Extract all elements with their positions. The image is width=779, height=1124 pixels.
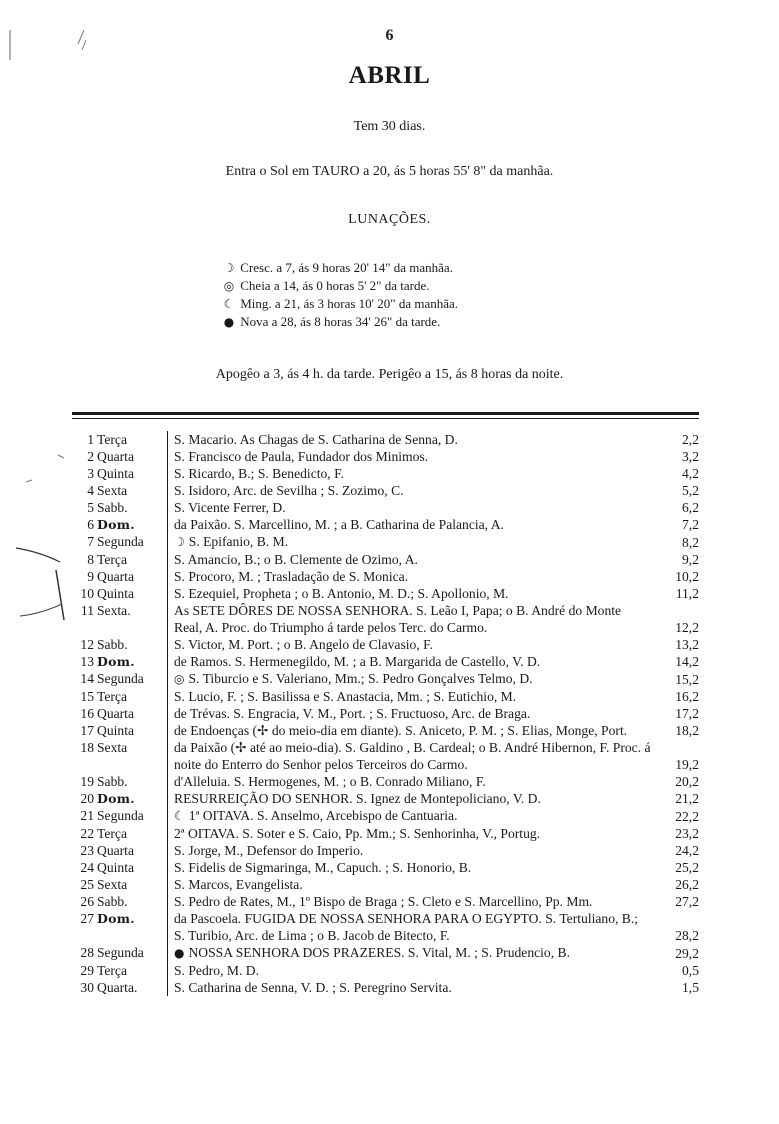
days-count-note: Tem 30 dias. [353, 119, 426, 134]
weekday: Dom. [97, 516, 168, 533]
lunation-first-quarter [221, 259, 458, 277]
moon-age-value: 5,2 [682, 483, 699, 498]
day-number: 4 [87, 483, 94, 498]
moon-age-value: 17,2 [675, 706, 699, 721]
description-text: da Paixão (✢ até ao meio-dia). S. Galdino , B. Cardeal; o B. André Hibernon, F. Proc. á noite do Enterro do Senhor pelos Terceiros do Carmo. [174, 740, 651, 772]
calendar-row [72, 842, 699, 859]
moon-age-value: 22,2 [675, 809, 699, 824]
saints-description [168, 551, 656, 568]
moon-age-value: 11,2 [675, 586, 699, 601]
day-number: 14 [80, 671, 94, 686]
day-number: 20 [80, 791, 94, 806]
day-number: 10 [80, 586, 94, 601]
moon-waning-icon: ☾ [223, 297, 235, 311]
weekday: Quinta [97, 465, 168, 482]
saints-description [168, 807, 656, 825]
day-number: 30 [80, 980, 94, 995]
saints-description [168, 499, 656, 516]
day-number: 16 [80, 706, 94, 721]
description-text: S. Marcos, Evangelista. [174, 877, 303, 892]
moon-age-value: 12,2 [675, 620, 699, 635]
description-text: da Paixão. S. Marcellino, M. ; a B. Catharina de Palancia, A. [174, 517, 504, 532]
weekday: Quinta [97, 722, 168, 739]
calendar-row [72, 859, 699, 876]
saints-description [168, 910, 656, 944]
lunation-text: Cheia a 14, ás 0 horas 5' 2" da tarde. [240, 278, 430, 293]
weekday: Terça [97, 551, 168, 568]
weekday: Terça [97, 962, 168, 979]
moon-age-value: 9,2 [682, 552, 699, 567]
saints-description [168, 842, 656, 859]
description-text: S. Victor, M. Port. ; o B. Angelo de Clavasio, F. [174, 637, 433, 652]
moon-age-value: 20,2 [675, 774, 699, 789]
description-text: RESURREIÇÃO DO SENHOR. S. Ignez de Montepoliciano, V. D. [174, 791, 541, 806]
day-number: 26 [80, 894, 94, 909]
weekday: Quinta [97, 585, 168, 602]
table-top-rule-thin [72, 418, 699, 419]
description-text: S. Lucio, F. ; S. Basilissa e S. Anastacia, Mm. ; S. Eutichio, M. [174, 689, 517, 704]
saints-description [168, 790, 656, 807]
saints-description [168, 482, 656, 499]
saints-description [168, 825, 656, 842]
saints-description [168, 636, 656, 653]
saints-description [168, 533, 656, 551]
day-number: 28 [80, 945, 94, 960]
description-text: S. Ezequiel, Propheta ; o B. Antonio, M. D.; S. Apollonio, M. [174, 586, 509, 601]
saints-description [168, 859, 656, 876]
calendar-row [72, 602, 699, 636]
moon-age-value: 23,2 [675, 826, 699, 841]
day-number: 29 [80, 963, 94, 978]
calendar-row [72, 465, 699, 482]
moon-age-value: 1,5 [682, 980, 699, 995]
weekday: Sexta. [97, 602, 168, 636]
saints-description [168, 568, 656, 585]
day-number: 3 [87, 466, 94, 481]
weekday: Sexta [97, 482, 168, 499]
calendar-row [72, 722, 699, 739]
description-text: 1ª OITAVA. S. Anselmo, Arcebispo de Cantuaria. [188, 808, 458, 823]
description-text: 2ª OITAVA. S. Soter e S. Caio, Pp. Mm.; S. Senhorinha, V., Portug. [174, 826, 541, 841]
calendar-row [72, 585, 699, 602]
moon-crescent-icon: ☽ [223, 261, 235, 275]
moon-age-value: 25,2 [675, 860, 699, 875]
weekday: Quarta. [97, 979, 168, 996]
day-number: 13 [80, 654, 94, 669]
calendar-row [72, 516, 699, 533]
day-number: 11 [80, 603, 94, 618]
description-text: de Trévas. S. Engracia, V. M., Port. ; S. Fructuoso, Arc. de Braga. [174, 706, 531, 721]
calendar-row [72, 773, 699, 790]
day-number: 25 [80, 877, 94, 892]
lunations-list [221, 259, 458, 331]
calendar-row [72, 893, 699, 910]
calendar-row [72, 910, 699, 944]
moon-age-value: 19,2 [675, 757, 699, 772]
saints-description [168, 962, 656, 979]
calendar-row [72, 670, 699, 688]
saints-description [168, 653, 656, 670]
page-number: 6 [385, 27, 394, 44]
moon-age-value: 10,2 [675, 569, 699, 584]
calendar-row [72, 499, 699, 516]
day-number: 19 [80, 774, 94, 789]
weekday: Terça [97, 825, 168, 842]
day-number: 1 [87, 432, 94, 447]
weekday: Quarta [97, 448, 168, 465]
table-top-rule-thick [72, 412, 699, 415]
calendar-row [72, 876, 699, 893]
weekday: Dom. [97, 790, 168, 807]
saints-description [168, 431, 656, 448]
description-text: S. Francisco de Paula, Fundador dos Minimos. [174, 449, 429, 464]
moon-age-value: 18,2 [675, 723, 699, 738]
saints-description [168, 876, 656, 893]
moon-age-value: 26,2 [675, 877, 699, 892]
description-text: de Ramos. S. Hermenegildo, M. ; a B. Margarida de Castello, V. D. [174, 654, 541, 669]
saints-description [168, 944, 656, 962]
day-number: 2 [87, 449, 94, 464]
day-number: 7 [87, 534, 94, 549]
lunations-heading: LUNAÇÕES. [348, 212, 431, 227]
moon-age-value: 21,2 [675, 791, 699, 806]
calendar-row [72, 790, 699, 807]
moon-waning-icon: ☾ [174, 809, 185, 823]
moon-age-value: 13,2 [675, 637, 699, 652]
saints-description [168, 448, 656, 465]
weekday: Terça [97, 431, 168, 448]
saints-description [168, 705, 656, 722]
description-text: S. Procoro, M. ; Trasladação de S. Monica. [174, 569, 409, 584]
weekday: Terça [97, 688, 168, 705]
weekday: Segunda [97, 807, 168, 825]
saints-description [168, 670, 656, 688]
saints-description [168, 893, 656, 910]
description-text: S. Pedro de Rates, M., 1º Bispo de Braga ; S. Cleto e S. Marcellino, Pp. Mm. [174, 894, 593, 909]
description-text: S. Isidoro, Arc. de Sevilha ; S. Zozimo, C. [174, 483, 404, 498]
saints-description [168, 773, 656, 790]
moon-age-value: 28,2 [675, 928, 699, 943]
day-number: 12 [80, 637, 94, 652]
description-text: da Pascoela. FUGIDA DE NOSSA SENHORA PARA O EGYPTO. S. Tertuliano, B.; S. Turibio, Arc. de Lima ; o B. Jacob de Bitecto, F. [174, 911, 639, 943]
moon-age-value: 24,2 [675, 843, 699, 858]
calendar-row [72, 482, 699, 499]
saints-description [168, 465, 656, 482]
description-text: S. Ricardo, B.; S. Benedicto, F. [174, 466, 344, 481]
saints-description [168, 516, 656, 533]
day-number: 21 [80, 808, 94, 823]
moon-age-value: 4,2 [682, 466, 699, 481]
saints-description [168, 739, 656, 773]
apogee-perigee-line: Apogêo a 3, ás 4 h. da tarde. Perigêo a 15, ás 8 horas da noite. [215, 367, 564, 382]
day-number: 22 [80, 826, 94, 841]
weekday: Sabb. [97, 499, 168, 516]
calendar-table [72, 431, 699, 996]
weekday: Sabb. [97, 773, 168, 790]
description-text: S. Vicente Ferrer, D. [174, 500, 286, 515]
weekday: Quinta [97, 859, 168, 876]
moon-age-value: 27,2 [675, 894, 699, 909]
saints-description [168, 585, 656, 602]
moon-age-value: 16,2 [675, 689, 699, 704]
lunation-last-quarter [221, 295, 458, 313]
calendar-row [72, 448, 699, 465]
moon-age-value: 2,2 [682, 432, 699, 447]
weekday: Segunda [97, 944, 168, 962]
day-number: 27 [80, 911, 94, 926]
description-text: S. Pedro, M. D. [174, 963, 259, 978]
lunation-new-moon [221, 313, 458, 331]
calendar-row [72, 431, 699, 448]
weekday: Sabb. [97, 893, 168, 910]
description-text: de Endoenças (✢ do meio-dia em diante). S. Aniceto, P. M. ; S. Elias, Monge, Port. [174, 723, 628, 738]
day-number: 17 [80, 723, 94, 738]
calendar-row [72, 551, 699, 568]
day-number: 5 [87, 500, 94, 515]
full-moon-icon: ◎ [174, 672, 185, 686]
calendar-row [72, 825, 699, 842]
day-number: 23 [80, 843, 94, 858]
lunation-text: Ming. a 21, ás 3 horas 10' 20" da manhãa. [240, 296, 459, 311]
weekday: Quarta [97, 568, 168, 585]
moon-age-value: 3,2 [682, 449, 699, 464]
moon-age-value: 29,2 [675, 946, 699, 961]
calendar-row [72, 944, 699, 962]
lunation-text: Cresc. a 7, ás 9 horas 20' 14" da manhãa. [240, 260, 453, 275]
saints-description [168, 722, 656, 739]
calendar-row [72, 533, 699, 551]
moon-age-value: 6,2 [682, 500, 699, 515]
weekday: Sexta [97, 739, 168, 773]
day-number: 6 [87, 517, 94, 532]
moon-age-value: 14,2 [675, 654, 699, 669]
saints-description [168, 688, 656, 705]
calendar-row [72, 688, 699, 705]
weekday: Dom. [97, 910, 168, 944]
sun-entry-line: Entra o Sol em TAURO a 20, ás 5 horas 55' 8" da manhãa. [225, 164, 554, 179]
weekday: Segunda [97, 670, 168, 688]
moon-age-value: 0,5 [682, 963, 699, 978]
calendar-row [72, 653, 699, 670]
moon-age-value: 7,2 [682, 517, 699, 532]
new-moon-icon: ● [174, 946, 185, 960]
calendar-row [72, 739, 699, 773]
moon-age-value: 8,2 [682, 535, 699, 550]
new-moon-icon: ● [223, 315, 235, 329]
saints-description [168, 602, 656, 636]
description-text: S. Catharina de Senna, V. D. ; S. Peregrino Servita. [174, 980, 452, 995]
day-number: 24 [80, 860, 94, 875]
calendar-row [72, 979, 699, 996]
day-number: 18 [80, 740, 94, 755]
month-title: ABRIL [348, 62, 431, 89]
weekday: Quarta [97, 705, 168, 722]
weekday: Sexta [97, 876, 168, 893]
description-text: NOSSA SENHORA DOS PRAZERES. S. Vital, M. ; S. Prudencio, B. [188, 945, 570, 960]
day-number: 8 [87, 552, 94, 567]
day-number: 15 [80, 689, 94, 704]
calendar-row [72, 705, 699, 722]
weekday: Sabb. [97, 636, 168, 653]
moon-crescent-icon: ☽ [174, 535, 185, 549]
description-text: S. Tiburcio e S. Valeriano, Mm.; S. Pedro Gonçalves Telmo, D. [188, 671, 533, 686]
calendar-row [72, 962, 699, 979]
description-text: S. Epifanio, B. M. [188, 534, 289, 549]
description-text: As SETE DÔRES DE NOSSA SENHORA. S. Leão I, Papa; o B. André do Monte Real, A. Proc. do Triumpho á tarde pelos Terc. do Carmo. [174, 603, 622, 635]
lunation-full-moon [221, 277, 458, 295]
description-text: S. Macario. As Chagas de S. Catharina de Senna, D. [174, 432, 458, 447]
description-text: S. Fidelis de Sigmaringa, M., Capuch. ; S. Honorio, B. [174, 860, 472, 875]
lunation-text: Nova a 28, ás 8 horas 34' 26" da tarde. [240, 314, 441, 329]
moon-age-value: 15,2 [675, 672, 699, 687]
full-moon-icon: ◎ [223, 279, 235, 293]
description-text: S. Jorge, M., Defensor do Imperio. [174, 843, 364, 858]
day-number: 9 [87, 569, 94, 584]
weekday: Quarta [97, 842, 168, 859]
saints-description [168, 979, 656, 996]
calendar-row [72, 568, 699, 585]
weekday: Segunda [97, 533, 168, 551]
weekday: Dom. [97, 653, 168, 670]
description-text: S. Amancio, B.; o B. Clemente de Ozimo, A. [174, 552, 418, 567]
calendar-row [72, 807, 699, 825]
calendar-row [72, 636, 699, 653]
description-text: d'Alleluia. S. Hermogenes, M. ; o B. Conrado Miliano, F. [174, 774, 486, 789]
